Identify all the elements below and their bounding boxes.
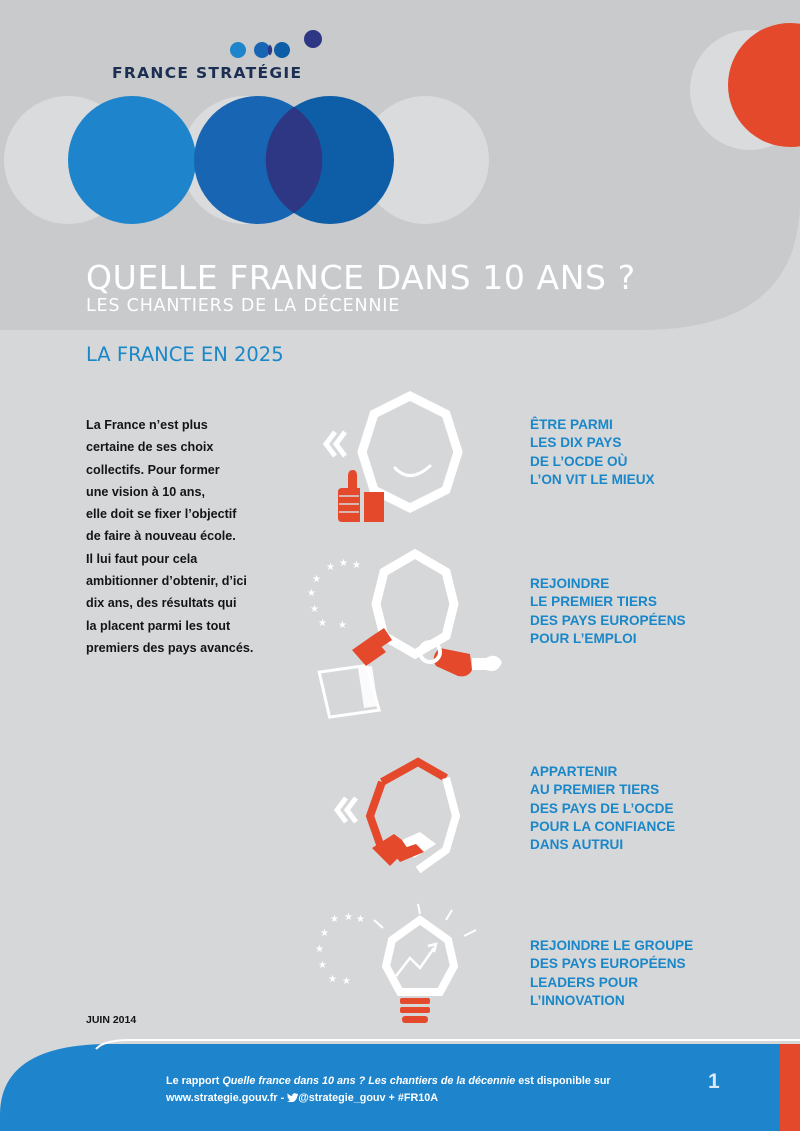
hashtag-link[interactable]: #FR10A — [397, 1092, 439, 1104]
svg-text:★: ★ — [326, 562, 335, 573]
logo-dot-1 — [230, 42, 246, 58]
svg-text:★: ★ — [318, 960, 327, 971]
intro-line: collectifs. Pour former — [86, 462, 220, 477]
svg-text:★: ★ — [342, 976, 351, 987]
svg-text:★: ★ — [338, 620, 347, 631]
goal-line: DES PAYS EUROPÉENS — [530, 956, 686, 972]
goal-line: POUR LA CONFIANCE — [530, 818, 676, 834]
svg-text:★: ★ — [356, 914, 365, 925]
intro-line: ambitionner d’obtenir, d’ici — [86, 574, 247, 589]
footer-text — [166, 1073, 611, 1107]
goal-trust — [530, 763, 780, 854]
goal-line: DES PAYS EUROPÉENS — [530, 612, 686, 628]
goal-line: L’INNOVATION — [530, 992, 625, 1008]
logo-dot-3 — [274, 42, 290, 58]
goal-line: LES DIX PAYS — [530, 435, 622, 451]
goal-line: L’ON VIT LE MIEUX — [530, 471, 655, 487]
svg-text:★: ★ — [310, 604, 319, 615]
footer-suffix: est disponible sur — [515, 1075, 611, 1087]
intro-line: de faire à nouveau école. — [86, 529, 236, 544]
goal-line: ÊTRE PARMI — [530, 417, 613, 432]
svg-text:★: ★ — [318, 618, 327, 629]
footer-red-accent — [780, 1044, 800, 1131]
goal-innovation — [530, 937, 780, 1010]
svg-text:★: ★ — [339, 558, 348, 569]
twitter-bird-icon — [287, 1093, 298, 1102]
report-title: Quelle france dans 10 ans ? Les chantiers de la décennie — [222, 1075, 516, 1087]
svg-text:★: ★ — [315, 944, 324, 955]
footer-plus: + — [385, 1092, 398, 1104]
website-link[interactable]: www.strategie.gouv.fr — [166, 1092, 278, 1104]
goal-line: POUR L’EMPLOI — [530, 630, 637, 646]
intro-paragraph — [86, 414, 306, 659]
logo-dot-2 — [254, 42, 270, 58]
intro-line: La France n’est plus — [86, 418, 208, 432]
page-number: 1 — [708, 1070, 720, 1093]
page-title: QUELLE FRANCE DANS 10 ANS ? — [86, 258, 636, 297]
goal-well-being — [530, 416, 780, 489]
footer-prefix: Le rapport — [166, 1075, 223, 1087]
twitter-handle-link[interactable]: @strategie_gouv — [298, 1092, 386, 1104]
goal-line: AU PREMIER TIERS — [530, 782, 660, 798]
goal-line: LE PREMIER TIERS — [530, 594, 657, 610]
brand-name: FRANCE STRATÉGIE — [112, 64, 303, 82]
footer-line-1 — [166, 1073, 611, 1090]
svg-text:★: ★ — [328, 974, 337, 985]
goal-employment — [530, 575, 780, 648]
goal-line: REJOINDRE LE GROUPE — [530, 938, 694, 953]
goal-line: DES PAYS DE L’OCDE — [530, 800, 674, 816]
footer-line-2 — [166, 1090, 611, 1107]
intro-line: dix ans, des résultats qui — [86, 596, 237, 611]
intro-line: Il lui faut pour cela — [86, 551, 198, 566]
page-subtitle: LES CHANTIERS DE LA DÉCENNIE — [86, 296, 401, 316]
publication-date: JUIN 2014 — [86, 1014, 137, 1026]
goal-line: DE L’OCDE OÙ — [530, 453, 628, 469]
intro-line: elle doit se fixer l’objectif — [86, 507, 237, 522]
svg-text:★: ★ — [344, 912, 353, 923]
svg-text:★: ★ — [352, 560, 361, 571]
footer-separator: - — [277, 1092, 288, 1104]
intro-line: une vision à 10 ans, — [86, 484, 205, 499]
svg-text:★: ★ — [312, 574, 321, 585]
svg-text:★: ★ — [320, 928, 329, 939]
goal-line: DANS AUTRUI — [530, 837, 624, 853]
intro-line: certaine de ses choix — [86, 440, 214, 455]
svg-text:★: ★ — [330, 914, 339, 925]
svg-text:★: ★ — [307, 588, 316, 599]
goal-line: LEADERS POUR — [530, 974, 639, 990]
intro-line: premiers des pays avancés. — [86, 640, 254, 655]
section-title: LA FRANCE EN 2025 — [86, 343, 284, 366]
logo-dot-4 — [304, 30, 322, 48]
goal-line: REJOINDRE — [530, 576, 610, 591]
goal-line: APPARTENIR — [530, 764, 618, 779]
intro-line: la placent parmi les tout — [86, 618, 231, 633]
blue-circle-1 — [68, 96, 196, 224]
